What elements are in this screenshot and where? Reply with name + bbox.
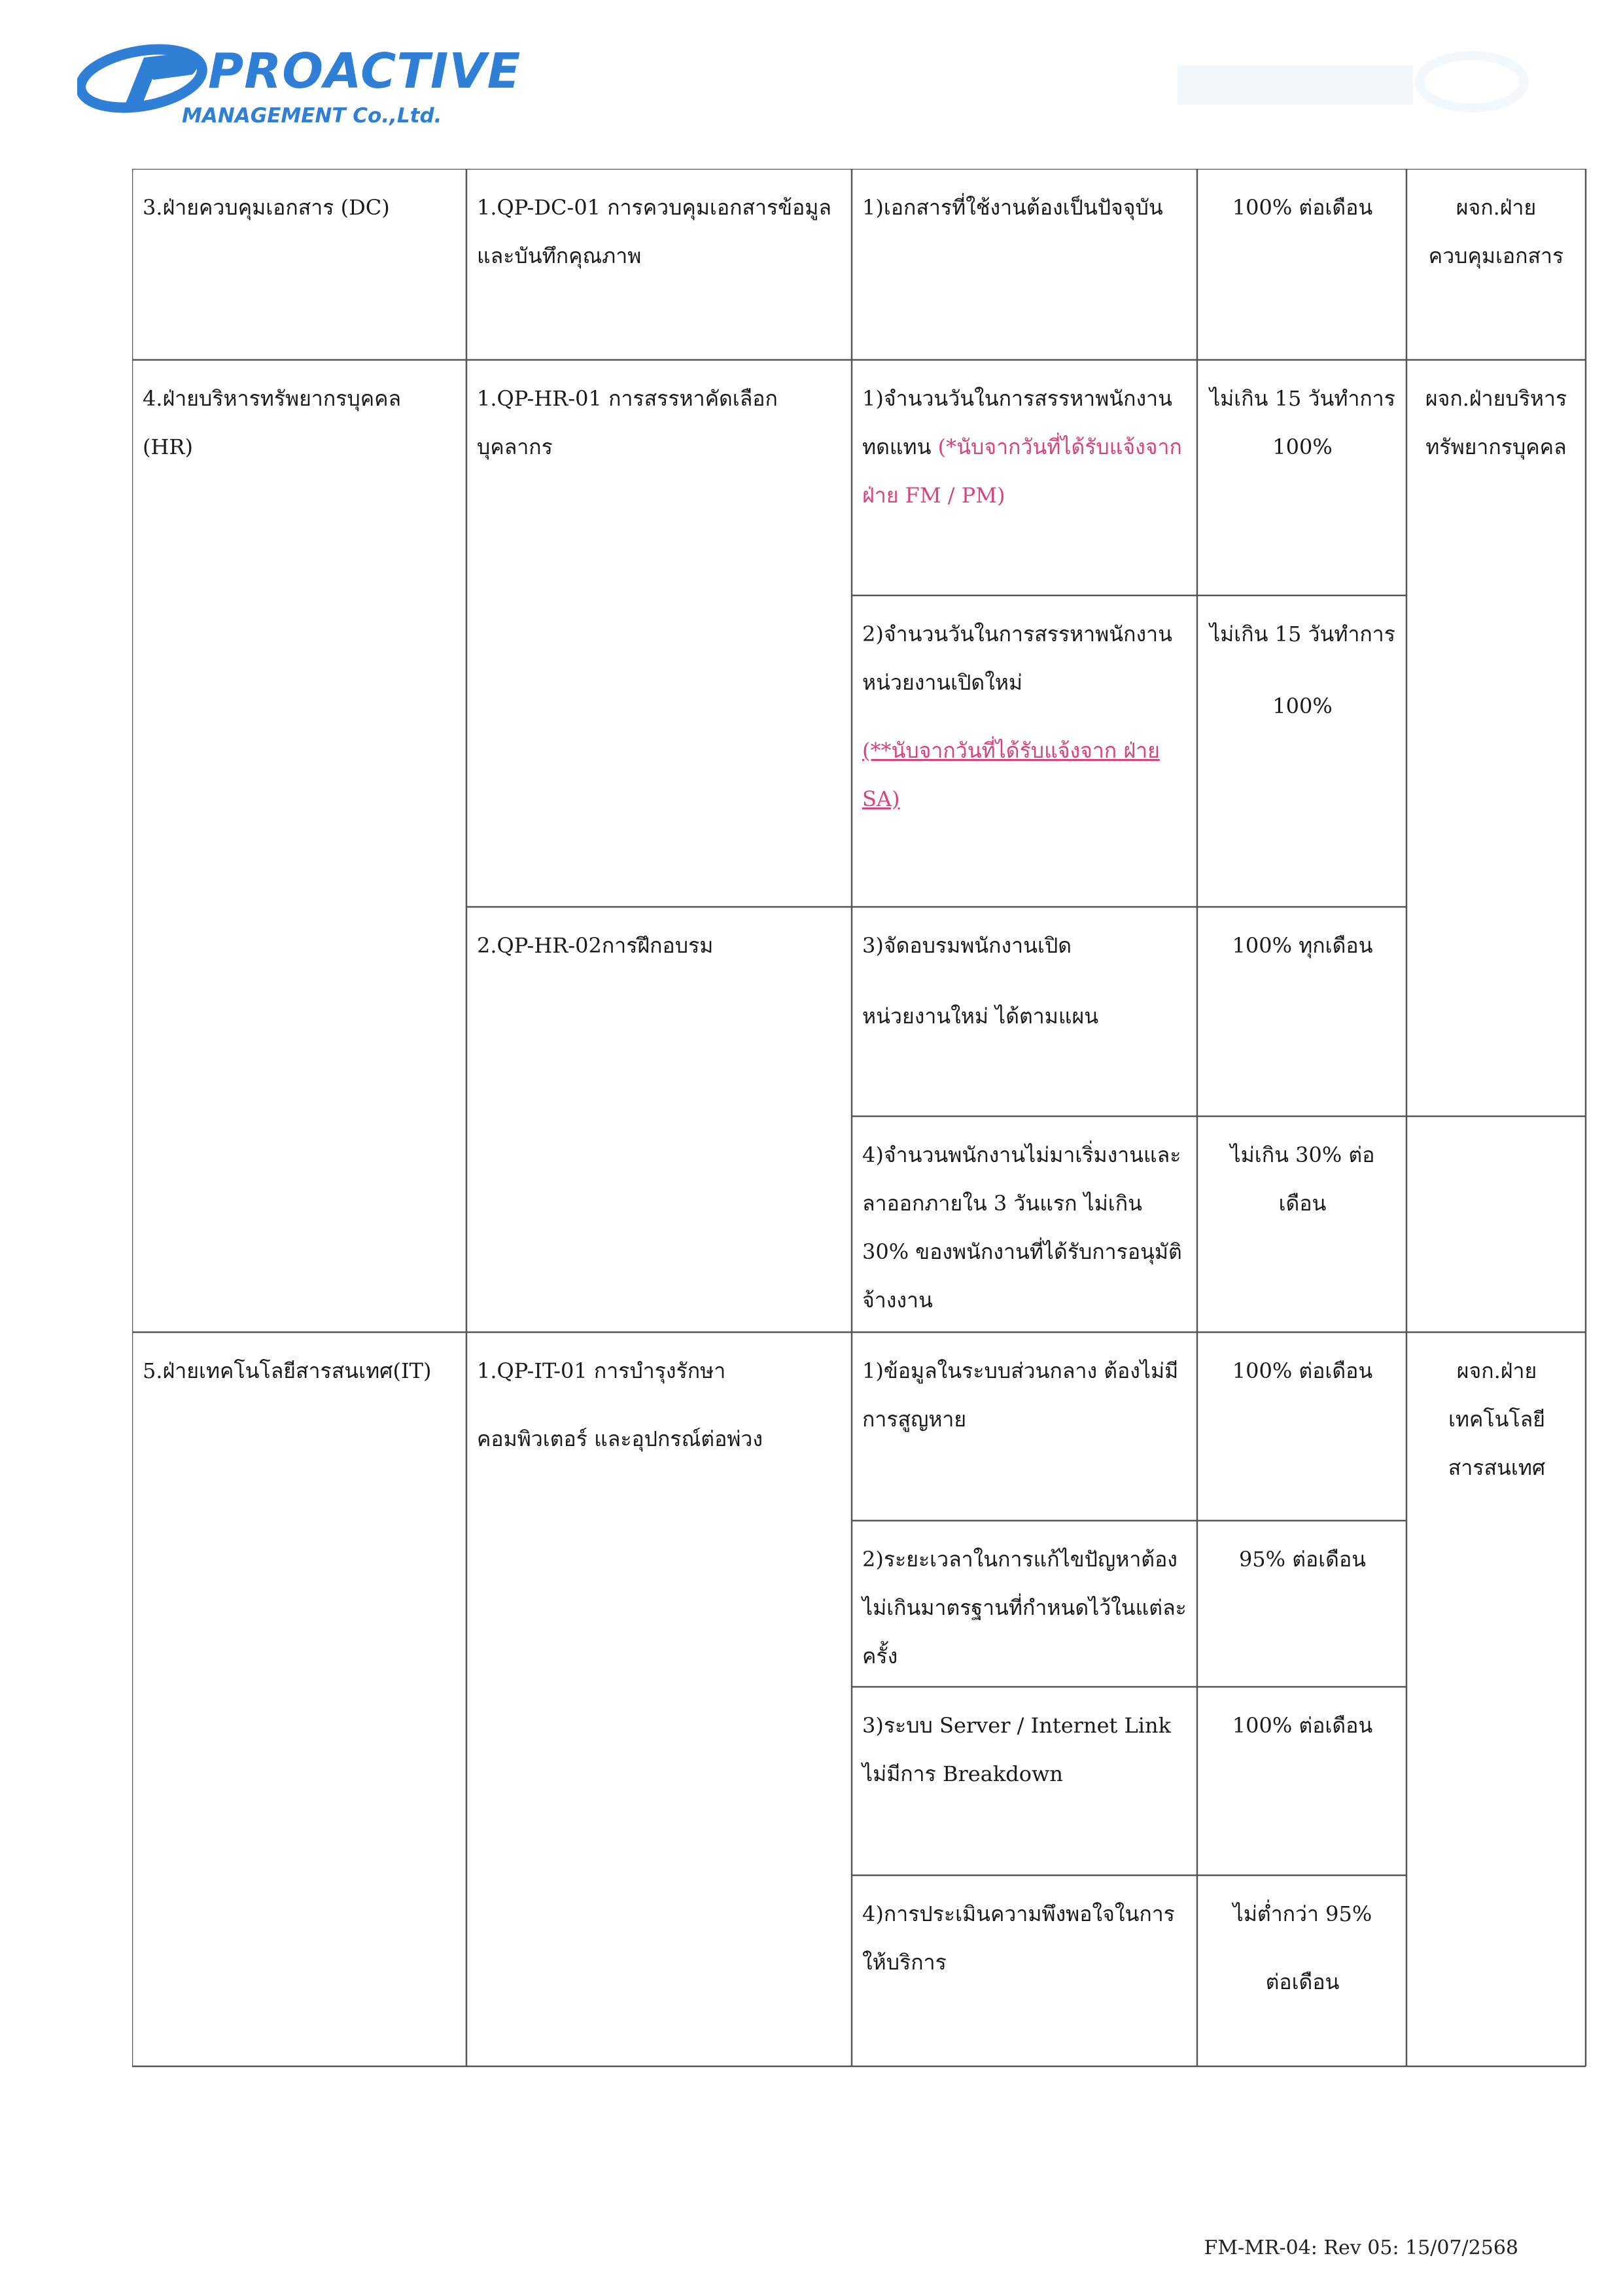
dept-dc-cell	[132, 169, 466, 232]
kpi-hr-3-line1: 3)จัดอบรมพนักงานเปิด	[862, 933, 1072, 958]
kpi-hr-2-indicator: 2)จำนวนวันในการสรรหาพนักงานหน่วยงานเปิดใหม่	[862, 622, 1172, 695]
target-it-2: 95% ต่อเดือน	[1238, 1547, 1367, 1572]
target-hr-1-cell	[1197, 360, 1406, 471]
document-code: FM-MR-04: Rev 05: 15/07/2568	[1204, 2236, 1518, 2259]
proc-dc01-label: 1.QP-DC-01 การควบคุมเอกสารข้อมูลและบันทึกคุณภาพ	[477, 195, 831, 268]
target-hr-1-line2: 100%	[1272, 434, 1333, 459]
target-hr-3-cell	[1197, 907, 1406, 970]
proc-hr01-cell	[466, 360, 852, 471]
kpi-hr-4-cell	[852, 1116, 1197, 1324]
target-hr-2-line2: 100%	[1272, 694, 1333, 718]
target-dc-1-cell	[1197, 169, 1406, 232]
proc-it01-line1: 1.QP-IT-01 การบำรุงรักษา	[477, 1358, 726, 1383]
kpi-hr-1-note: (*นับจากวันที่ได้รับแจ้งจากฝ่าย FM / PM)	[862, 434, 1182, 508]
target-hr-3: 100% ทุกเดือน	[1232, 933, 1373, 958]
kpi-hr-3-line2: หน่วยงานใหม่ ได้ตามแผน	[862, 1004, 1099, 1029]
kpi-it-2-cell	[852, 1521, 1197, 1680]
target-hr-2-cell	[1197, 595, 1406, 730]
proc-it01-line2: คอมพิวเตอร์ และอุปกรณ์ต่อพ่วง	[477, 1426, 763, 1451]
kpi-hr-4-indicator: 4)จำนวนพนักงานไม่มาเริ่มงานและลาออกภายใน 3 วันแรก ไม่เกิน 30% ของพนักงานที่ได้รับการอนุมัติจ้างงาน	[862, 1142, 1182, 1313]
resp-it-cell	[1406, 1332, 1586, 1492]
kpi-it-1-indicator: 1)ข้อมูลในระบบส่วนกลาง ต้องไม่มีการสูญหาย	[862, 1358, 1179, 1432]
kpi-hr-1-indicator: 1)จำนวนวันในการสรรหาพนักงานทดแทน	[862, 386, 1172, 459]
resp-dc: ผจก.ฝ่ายควบคุมเอกสาร	[1428, 195, 1564, 268]
target-it-1-cell	[1197, 1332, 1406, 1395]
kpi-it-3-indicator: 3)ระบบ Server / Internet Link ไม่มีการ Breakdown	[862, 1713, 1172, 1786]
resp-it-line1: ผจก.ฝ่าย	[1456, 1358, 1537, 1383]
company-logo	[77, 33, 521, 131]
proc-hr02-cell	[466, 907, 852, 970]
dept-it-label: 5.ฝ่ายเทคโนโลยีสารสนเทศ(IT)	[143, 1358, 432, 1383]
target-it-4-line2: ต่อเดือน	[1265, 1969, 1340, 1994]
kpi-it-4-cell	[852, 1875, 1197, 1987]
target-it-4-cell	[1197, 1875, 1406, 2006]
watermark-logo-icon	[1164, 26, 1531, 137]
kpi-dc-1-cell	[852, 169, 1197, 232]
target-it-3-cell	[1197, 1687, 1406, 1750]
kpi-dc-1-indicator: 1)เอกสารที่ใช้งานต้องเป็นปัจจุบัน	[862, 195, 1163, 220]
target-hr-2-line1: ไม่เกิน 15 วันทำการ	[1210, 622, 1395, 646]
target-hr-4-cell	[1197, 1116, 1406, 1227]
target-it-4-line1: ไม่ต่ำกว่า 95%	[1232, 1901, 1372, 1926]
resp-hr: ผจก.ฝ่ายบริหารทรัพยากรบุคคล	[1425, 386, 1567, 459]
company-subtitle: MANAGEMENT Co.,Ltd.	[182, 104, 442, 128]
target-dc-1: 100% ต่อเดือน	[1232, 195, 1373, 220]
kpi-hr-3-cell	[852, 907, 1197, 1040]
proc-hr02-label: 2.QP-HR-02การฝึกอบรม	[477, 933, 714, 958]
resp-it-line3: สารสนเทศ	[1448, 1455, 1546, 1480]
kpi-it-1-cell	[852, 1332, 1197, 1443]
resp-dc-cell	[1406, 169, 1586, 280]
dept-hr-cell	[132, 360, 466, 471]
target-hr-4: ไม่เกิน 30% ต่อเดือน	[1230, 1142, 1375, 1216]
proc-it01-cell	[466, 1332, 852, 1463]
proc-dc01-cell	[466, 169, 852, 280]
resp-it-line2: เทคโนโลยี	[1448, 1407, 1546, 1432]
proc-hr01-label: 1.QP-HR-01 การสรรหาคัดเลือกบุคลากร	[477, 386, 778, 459]
kpi-hr-2-cell	[852, 595, 1197, 823]
kpi-hr-2-note: (**นับจากวันที่ได้รับแจ้งจาก ฝ่าย SA)	[862, 738, 1160, 811]
resp-hr-cell	[1406, 360, 1586, 471]
company-name: PROACTIVE	[208, 43, 521, 99]
target-it-3: 100% ต่อเดือน	[1232, 1713, 1373, 1738]
kpi-it-4-indicator: 4)การประเมินความพึงพอใจในการให้บริการ	[862, 1901, 1175, 1975]
target-it-1: 100% ต่อเดือน	[1232, 1358, 1373, 1383]
dept-dc-label: 3.ฝ่ายควบคุมเอกสาร (DC)	[143, 195, 390, 220]
kpi-it-2-indicator: 2)ระยะเวลาในการแก้ไขปัญหาต้องไม่เกินมาตรฐานที่กำหนดไว้ในแต่ละครั้ง	[862, 1547, 1187, 1669]
target-hr-1-line1: ไม่เกิน 15 วันทำการ	[1210, 386, 1395, 411]
dept-it-cell	[132, 1332, 466, 1395]
target-it-2-cell	[1197, 1521, 1406, 1583]
kpi-it-3-cell	[852, 1687, 1197, 1798]
dept-hr-label: 4.ฝ่ายบริหารทรัพยากรบุคคล (HR)	[143, 386, 402, 459]
kpi-hr-1-cell	[852, 360, 1197, 520]
